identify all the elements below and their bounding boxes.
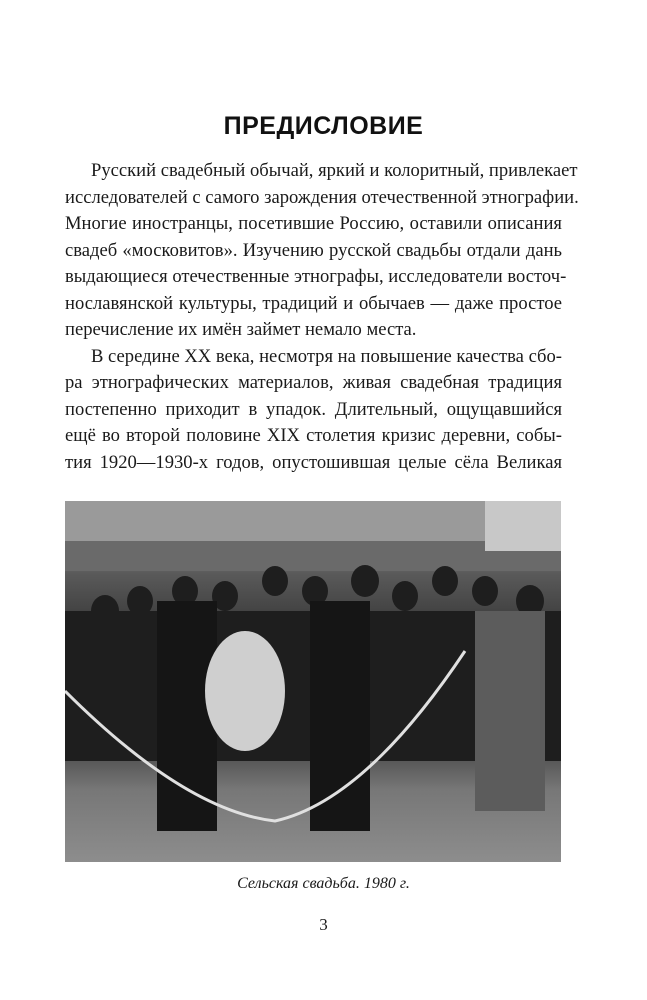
text-line: свадеб «московитов». Изучению русской свадьбы отдали дань xyxy=(65,239,562,261)
photo-illustration xyxy=(65,501,561,862)
text-line: ещё во второй половине XIX столетия кризис деревни, собы- xyxy=(65,425,562,446)
wedding-photo xyxy=(65,501,561,862)
text-line: постепенно приходит в упадок. Длительный, ощущавшийся xyxy=(65,398,562,420)
text-line: выдающиеся отечественные этнографы, исследователи восточ- xyxy=(65,266,567,287)
text-line: Многие иностранцы, посетившие Россию, оставили описания xyxy=(65,213,562,234)
text-line: перечисление их имён займет немало места. xyxy=(65,319,417,340)
page-number: 3 xyxy=(319,915,328,934)
text-line: исследователей с самого зарождения отечественной этнографии. xyxy=(65,186,579,208)
text-line: нославянской культуры, традиций и обычаев — даже простое xyxy=(65,292,562,314)
text-line: Русский свадебный обычай, яркий и колоритный, привлекает xyxy=(91,160,578,181)
body-text xyxy=(65,158,579,476)
text-line: тия 1920—1930-х годов, опустошившая целые сёла Великая xyxy=(65,451,562,473)
chapter-title: ПРЕДИСЛОВИЕ xyxy=(223,112,424,140)
photo-caption: Сельская свадьба. 1980 г. xyxy=(237,875,410,892)
text-line: ра этнографических материалов, живая свадебная традиция xyxy=(65,372,562,393)
text-line: В середине XX века, несмотря на повышение качества сбо- xyxy=(91,345,562,367)
